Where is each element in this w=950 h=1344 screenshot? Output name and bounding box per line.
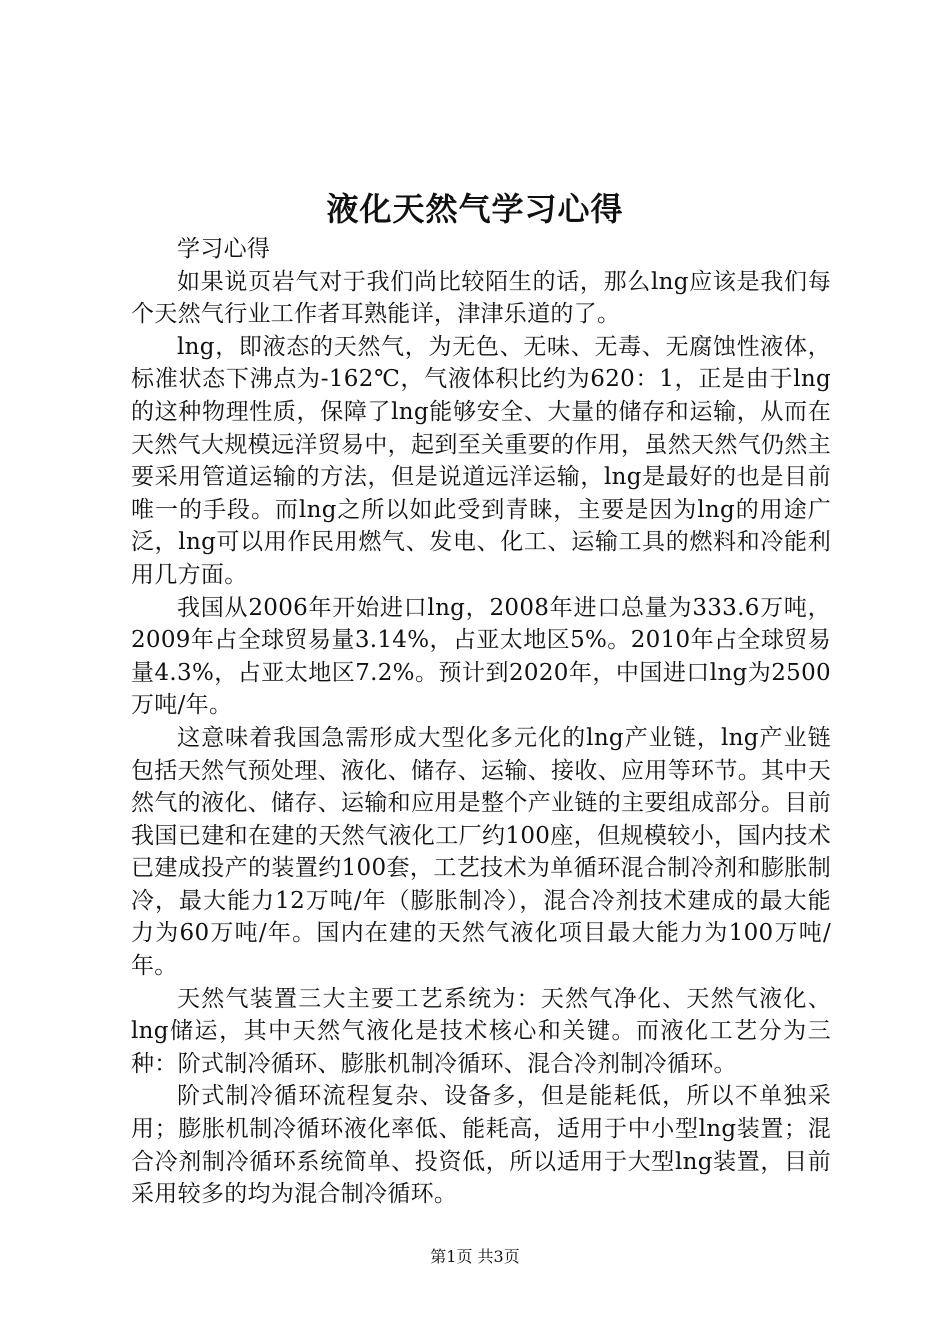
paragraph: lng，即液态的天然气，为无色、无味、无毒、无腐蚀性液体，标准状态下沸点为-162℃，气液体积比约为620：1，正是由于lng的这种物理性质，保障了lng能够安全、大量的储存和运输，从而在天然气大规模远洋贸易中，起到至关重要的作用，虽然天然气仍然主要采用管道运输的方法，但是说道远洋运输，lng是最好的也是目前唯一的手段。而lng之所以如此受到青睐，主要是因为lng的用途广泛，lng可以用作民用燃气、发电、化工、运输工具的燃料和冷能利用几方面。 [131,333,831,588]
paragraph: 天然气装置三大主要工艺系统为：天然气净化、天然气液化、lng储运，其中天然气液化是技术核心和关键。而液化工艺分为三种：阶式制冷循环、膨胀机制冷循环、混合冷剂制冷循环。 [131,985,831,1077]
document-body [131,233,831,1211]
paragraph: 我国从2006年开始进口lng，2008年进口总量为333.6万吨，2009年占全球贸易量3.14%，占亚太地区5%。2010年占全球贸易量4.3%，占亚太地区7.2%。预计到2020年，中国进口lng为2500万吨/年。 [131,594,831,719]
page-number-footer: 第1页 共3页 [430,1247,520,1266]
paragraph: 这意味着我国急需形成大型化多元化的lng产业链，lng产业链包括天然气预处理、液化、储存、运输、接收、应用等环节。其中天然气的液化、储存、运输和应用是整个产业链的主要组成部分。目前我国已建和在建的天然气液化工厂约100座，但规模较小，国内技术已建成投产的装置约100套，工艺技术为单循环混合制冷剂和膨胀制冷，最大能力12万吨/年（膨胀制冷），混合冷剂技术建成的最大能力为60万吨/年。国内在建的天然气液化项目最大能力为100万吨/年。 [131,724,831,980]
document-title: 液化天然气学习心得 [326,190,624,228]
paragraph: 阶式制冷循环流程复杂、设备多，但是能耗低，所以不单独采用；膨胀机制冷循环液化率低、能耗高，适用于中小型lng装置；混合冷剂制冷循环系统简单、投资低，所以适用于大型lng装置，目前采用较多的均为混合制冷循环。 [131,1083,831,1208]
paragraph-heading: 学习心得 [177,236,271,262]
paragraph: 如果说页岩气对于我们尚比较陌生的话，那么lng应该是我们每个天然气行业工作者耳熟能详，津津乐道的了。 [131,268,831,328]
